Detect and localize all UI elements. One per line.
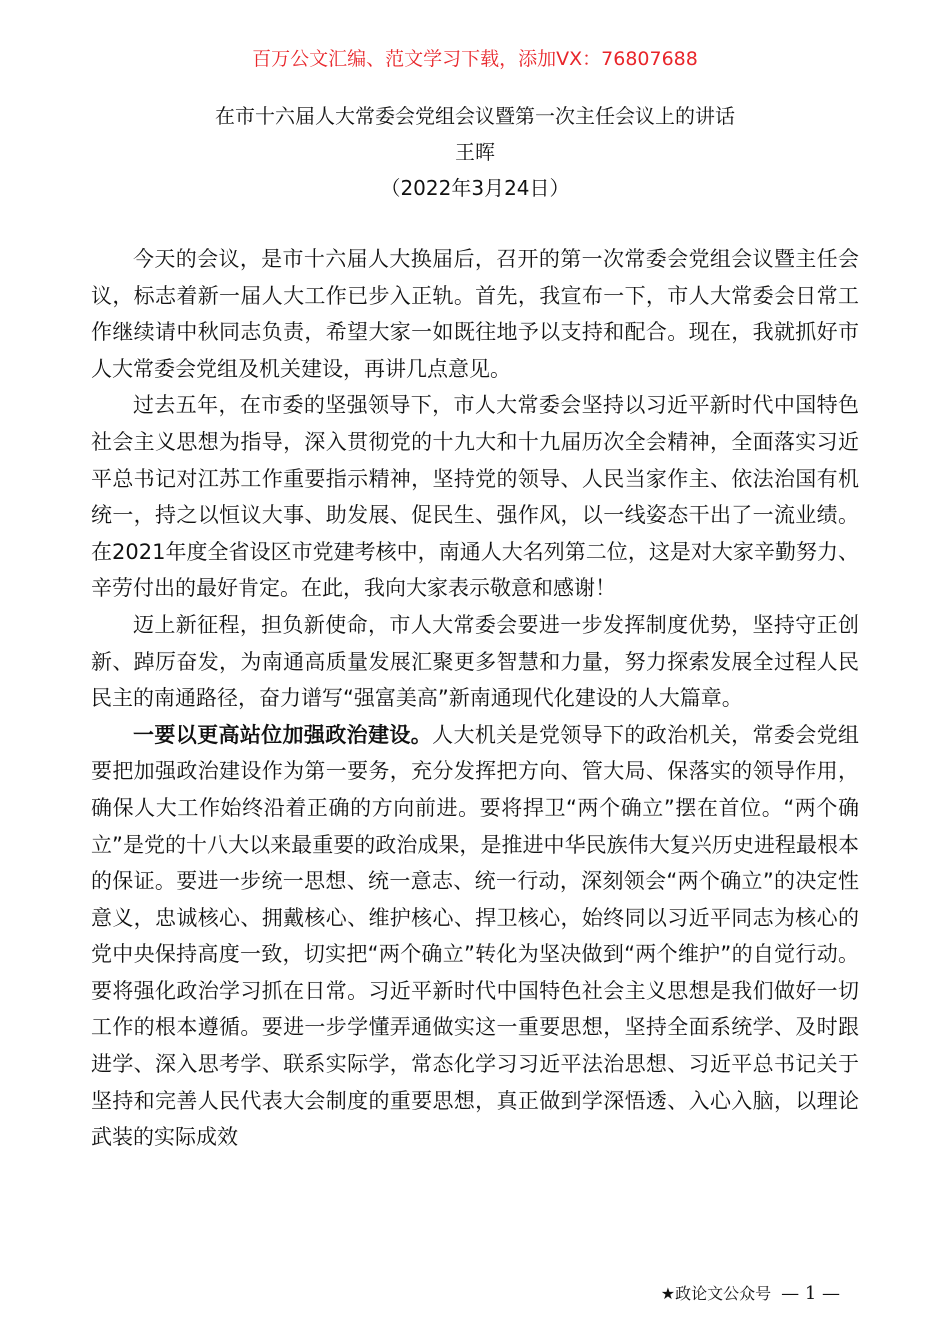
speech-date: （2022年3月24日） [380, 176, 570, 200]
speech-title: 在市十六届人大常委会党组会议暨第一次主任会议上的讲话 [215, 104, 735, 128]
paragraph-1: 今天的会议，是市十六届人大换届后，召开的第一次常委会党组会议暨主任会议，标志着新一届人大工作已步入正轨。首先，我宣布一下，市人大常委会日常工作继续请中秋同志负责，希望大家一如既往地予以支持和配合。现在，我就抓好市人大常委会党组及机关建设，再讲几点意见。 [91, 247, 859, 381]
page-footer [661, 1280, 840, 1308]
paragraph-2: 过去五年，在市委的坚强领导下，市人大常委会坚持以习近平新时代中国特色社会主义思想为指导，深入贯彻党的十九大和十九届历次全会精神，全面落实习近平总书记对江苏工作重要指示精神，坚持党的领导、人民当家作主、依法治国有机统一，持之以恒议大事、助发展、促民生、强作风，以一线姿态干出了一流业绩。在2021年度全省设区市党建考核中，南通人大名列第二位，这是对大家辛勤努力、辛劳付出的最好肯定。在此，我向大家表示敬意和感谢！ [91, 393, 859, 601]
paragraph-3: 迈上新征程，担负新使命，市人大常委会要进一步发挥制度优势，坚持守正创新、踔厉奋发，为南通高质量发展汇聚更多智慧和力量，努力探索发展全过程人民民主的南通路径，奋力谱写“强富美高”新南通现代化建设的人大篇章。 [91, 612, 859, 711]
speaker-name: 王晖 [455, 140, 495, 164]
paragraph-4-text: 人大机关是党领导下的政治机关，常委会党组要把加强政治建设作为第一要务，充分发挥把方向、管大局、保落实的领导作用，确保人大工作始终沿着正确的方向前进。要将捍卫“两个确立”摆在首位。“两个确立”是党的十八大以来最重要的政治成果，是推进中华民族伟大复兴历史进程最根本的保证。要进一步统一思想、统一意志、统一行动，深刻领会“两个确立”的决定性意义，忠诚核心、拥戴核心、维护核心、捍卫核心，始终同以习近平同志为核心的党中央保持高度一致，切实把“两个确立”转化为坚决做到“两个维护”的自觉行动。要将强化政治学习抓在日常。习近平新时代中国特色社会主义思想是我们做好一切工作的根本遵循。要进一步学懂弄通做实这一重要思想，坚持全面系统学、及时跟进学、深入思考学、联系实际学，常态化学习习近平法治思想、习近平总书记关于坚持和完善人民代表大会制度的重要思想，真正做到学深悟透、入心入脑，以理论武装的实际成效 [91, 722, 860, 1150]
watermark-banner: 百万公文汇编、范文学习下载，添加VX：76807688 [252, 48, 698, 70]
page-number: — 1 — [781, 1283, 840, 1304]
paragraph-4 [91, 717, 859, 1156]
speech-body [91, 241, 859, 1156]
section-heading-political-building: 一要以更高站位加强政治建设。 [133, 722, 433, 747]
footer-label: ★政论文公众号 [660, 1284, 772, 1303]
title-block [0, 98, 950, 206]
